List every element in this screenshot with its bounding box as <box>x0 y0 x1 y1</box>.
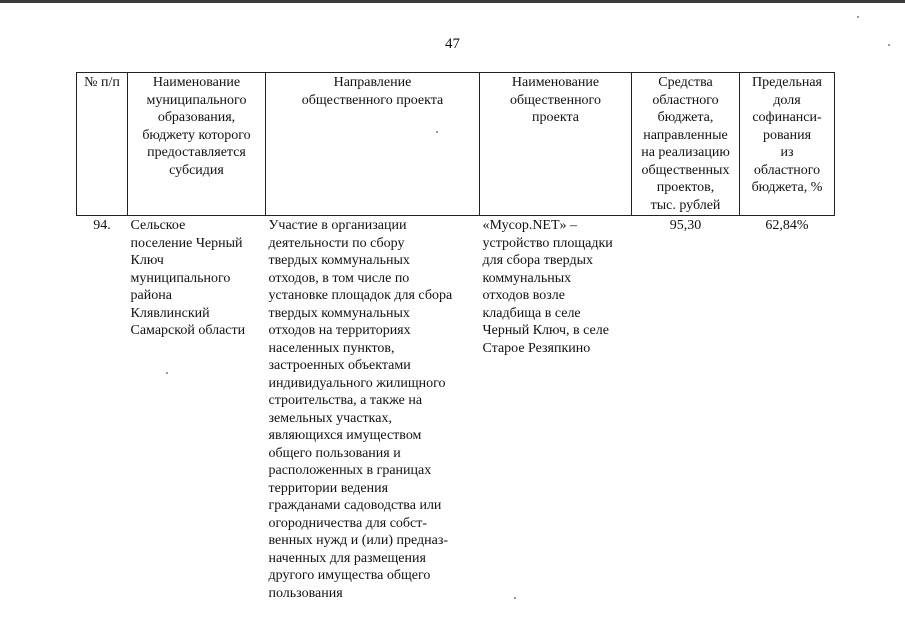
scan-speck <box>514 597 516 599</box>
subsidy-table <box>76 72 835 602</box>
page-number: 47 <box>445 36 460 52</box>
row-municipality: Сельское поселение Черный Ключ муниципального района Клявлинский Самарской области <box>130 218 246 338</box>
scan-speck <box>888 44 890 46</box>
row-direction: Участие в организации деятельности по сбору твердых коммунальных отходов, в том числе по установке площадок для сбора твердых коммунальных отходов на территориях населенных пунктов, застроенных объектами индивидуального жилищного строительства, а также на земельных участках, являющихся имуществом общего пользования и расположенных в границах территории ведения гражданами садоводства или огородничества для собст- венных нужд и (или) предназ- наченных для размещения другого имущества общего пользования <box>268 218 453 601</box>
row-share: 62,84% <box>765 218 809 233</box>
header-project-name: Наименование общественного проекта <box>480 73 632 216</box>
header-number: № п/п <box>77 73 128 216</box>
header-share: Предельная доля софинанси- рования из областного бюджета, % <box>740 73 835 216</box>
scan-speck <box>436 131 438 133</box>
header-direction: Направление общественного проекта <box>266 73 480 216</box>
table-header-row <box>77 73 835 216</box>
scan-speck <box>166 372 168 374</box>
header-funds: Средства областного бюджета, направленные на реализацию общественных проектов, тыс. рублей <box>632 73 740 216</box>
row-number: 94. <box>93 218 111 233</box>
table-row <box>77 216 835 603</box>
scan-speck <box>857 16 859 18</box>
header-municipality: Наименование муниципального образования, бюджету которого предоставляется субсидия <box>128 73 266 216</box>
row-project-name: «Мусор.NET» – устройство площадки для сбора твердых коммунальных отходов возле кладбища в селе Черный Ключ, в селе Старое Резяпкино <box>482 218 613 356</box>
scan-top-edge <box>0 0 905 3</box>
row-funds: 95,30 <box>669 218 702 233</box>
